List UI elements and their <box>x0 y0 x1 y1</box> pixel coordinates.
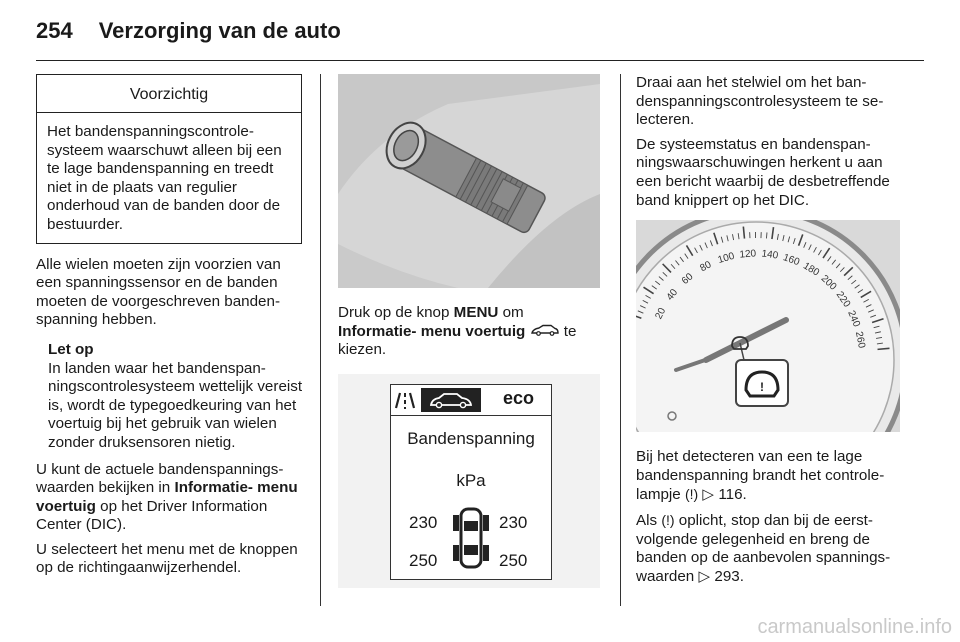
paragraph-thumbwheel: Draai aan het stelwiel om het bandenspanningscontrolesysteem te selecteren. <box>636 74 884 129</box>
page-ref-arrow-icon-2: ▷ <box>698 567 711 585</box>
note-text: In landen waar het bandenspanningscontrolesysteem wettelijk vereist is, wordt de typegoedkeuring van het voertuig bij het gebruik van wielen zonder druksensoren nietig. <box>48 359 303 451</box>
gauge-label: 40 <box>664 287 681 303</box>
paragraph-dic-text-end: op het Driver Information Center (DIC). <box>36 497 268 534</box>
column-divider-2 <box>620 74 621 606</box>
menu-name-ref: Informatie- menu voertuig <box>36 479 298 515</box>
car-topview-icon <box>451 505 491 571</box>
column-2 <box>338 74 602 588</box>
dic-top-bar <box>391 385 551 416</box>
eco-label: eco <box>503 387 535 408</box>
menu-name-ref-2: Informatie- menu voertuig <box>338 322 526 340</box>
paragraph-warning-lamp <box>636 448 902 505</box>
gauge-label: 180 <box>801 260 822 279</box>
caution-text: Het bandenspanningscontrolesysteem waarschuwt alleen bij een te lage bandenspanning en treedt niet in de plaats van regulier onderhoud van de banden door de bestuurder. <box>47 123 282 233</box>
gauge-label: 220 <box>833 289 853 310</box>
gauge-label: 20 <box>653 306 669 322</box>
dic-unit: kPa <box>456 470 486 490</box>
menu-instruction-text: Druk op de knop <box>338 304 454 321</box>
tire-pressure-icon-2: (!) <box>661 511 675 528</box>
rear-left-pressure: 250 <box>409 550 438 570</box>
gauge-label: 160 <box>781 252 801 269</box>
paragraph-dic-text: U kunt de actuele bandenspanningswaarden bekijken in <box>36 460 284 497</box>
watermark: carmanualsonline.info <box>757 616 952 638</box>
menu-instruction-end: te kiezen. <box>338 322 577 359</box>
svg-text:!: ! <box>760 380 764 395</box>
gauge-label: 80 <box>698 259 714 275</box>
paragraph-stop <box>636 511 902 586</box>
menu-instruction <box>338 304 602 360</box>
gauge-tick <box>743 227 744 239</box>
gauge-label: 140 <box>760 248 779 262</box>
rear-right-pressure: 250 <box>499 550 528 570</box>
page-number: 254 <box>36 18 73 43</box>
dic-display-illustration <box>338 374 600 588</box>
gauge-label: 240 <box>845 309 862 329</box>
tire-pressure-icon: (!) <box>684 486 699 503</box>
menu-instruction-mid: om <box>498 304 524 321</box>
note-block <box>48 341 306 453</box>
dic-title: Bandenspanning <box>407 428 535 448</box>
gauge-tick <box>766 233 767 239</box>
paragraph-stop-text: Als <box>636 511 662 529</box>
page-ref-293: 293. <box>710 567 744 585</box>
caution-box <box>36 74 302 244</box>
paragraph-status: De systeemstatus en bandenspanningswaarschuwingen herkent u aan een bericht waarbij de desbetreffende band knippert op het DIC. <box>636 135 890 209</box>
menu-button-ref: MENU <box>453 304 499 321</box>
caution-title: Voorzichtig <box>37 75 301 113</box>
speedometer-image <box>636 220 900 432</box>
column-divider-1 <box>320 74 321 606</box>
stalk-illustration <box>338 74 600 288</box>
page-header <box>36 18 341 48</box>
page-ref-arrow-icon: ▷ <box>702 486 715 504</box>
paragraph-stop-text-end: oplicht, stop dan bij de eerstvolgende gelegenheid en breng de banden op de aanbevolen spanningswaarden <box>636 511 891 585</box>
gauge-label: 60 <box>679 271 696 288</box>
paragraph-warning-text: Bij het detecteren van een te lage bandenspanning brandt het controlelampje <box>636 448 885 504</box>
page-title: Verzorging van de auto <box>98 18 341 43</box>
paragraph-sensors: Alle wielen moeten zijn voorzien van een spanningssensor en de banden moeten de voorgeschreven bandenspanning hebben. <box>36 255 281 329</box>
gauge-label: 260 <box>852 330 867 350</box>
speedometer-illustration <box>636 220 900 432</box>
page-ref-116: 116. <box>714 486 747 504</box>
car-symbol-icon <box>530 323 560 340</box>
paragraph-dic <box>36 461 306 535</box>
front-right-pressure: 230 <box>499 512 528 532</box>
gauge-label: 120 <box>739 248 757 261</box>
turn-signal-stalk-image <box>338 74 600 288</box>
note-title: Let op <box>48 340 94 358</box>
gauge-tick <box>878 348 890 349</box>
gauge-label: 100 <box>716 250 736 267</box>
paragraph-select: U selecteert het menu met de knoppen op de richtingaanwijzerhendel. <box>36 540 298 577</box>
column-3 <box>636 74 902 586</box>
dic-screen <box>390 384 552 580</box>
header-rule <box>36 60 924 61</box>
gauge-label: 200 <box>818 273 839 293</box>
column-1 <box>36 74 306 578</box>
front-left-pressure: 230 <box>409 512 438 532</box>
